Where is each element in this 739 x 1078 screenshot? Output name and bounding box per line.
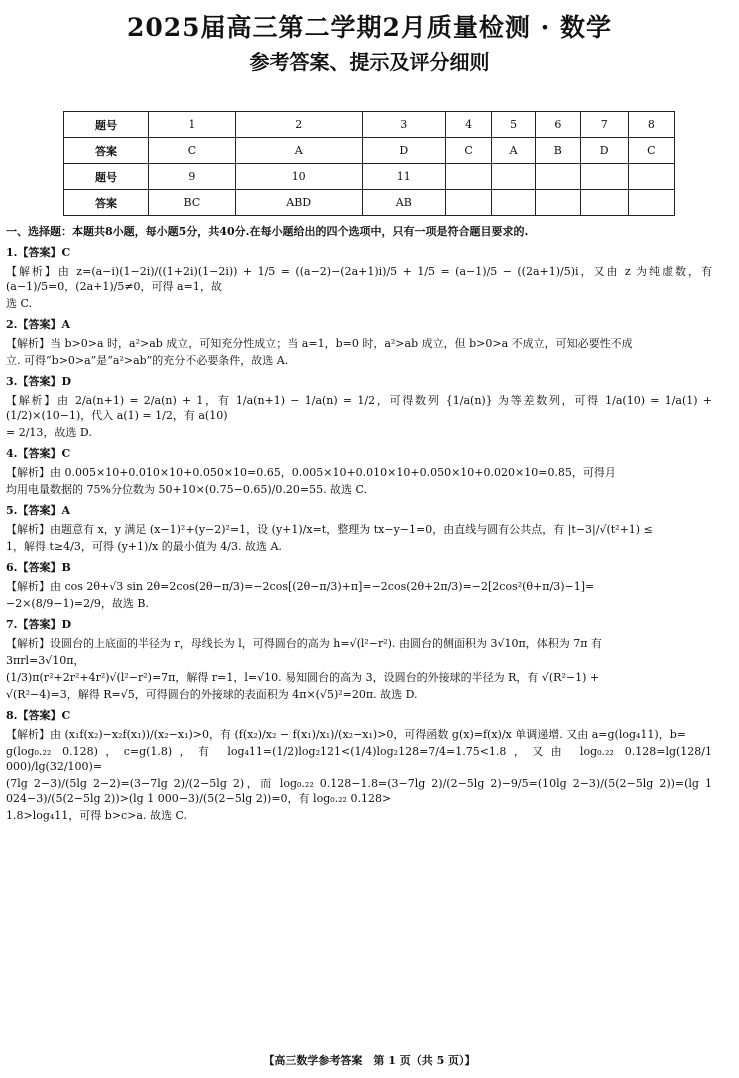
table-cell: C — [149, 138, 236, 164]
table-cell — [446, 164, 492, 190]
answer-line-q1: 1.【答案】C — [6, 246, 71, 259]
answer-line-q8: 8.【答案】C — [6, 709, 71, 722]
table-cell: 9 — [149, 164, 236, 190]
table-cell — [580, 164, 628, 190]
table-row — [64, 164, 675, 190]
table-cell — [628, 190, 674, 216]
table-cell: C — [628, 138, 674, 164]
explanation-line: 【解析】由 cos 2θ+√3 sin 2θ=2cos(2θ−π/3)=−2cos[(2θ−π/3)+π]=−2cos(2θ+2π/3)=−2[2cos²(θ+π/3)−1]= — [6, 580, 595, 593]
table-cell — [536, 164, 581, 190]
table-cell: AB — [362, 190, 445, 216]
explanation-line: 【解析】设圆台的上底面的半径为 r，母线长为 l，可得圆台的高为 h=√(l²−r²). 由圆台的侧面积为 3√10π，体积为 7π 有 — [6, 637, 602, 650]
table-cell: C — [446, 138, 492, 164]
table-cell — [492, 164, 536, 190]
table-cell: BC — [149, 190, 236, 216]
table-cell — [492, 190, 536, 216]
explanation-line: −2×(8/9−1)=2/9，故选 B. — [6, 597, 149, 610]
page-title: 2025届高三第二学期2月质量检测 · 数学 — [126, 13, 613, 42]
explanation-line: 【解析】由 2/a(n+1) = 2/a(n) + 1，有 1/a(n+1) − 1/a(n) = 1/2，可得数列 {1/a(n)} 为等差数列，可得 1/a(10) = 1/a(1) + (1/2)×(10−1)，代入 a(1) = 1/2，有 a(10) — [6, 394, 712, 422]
table-row — [64, 112, 675, 138]
table-cell — [628, 164, 674, 190]
solutions-body — [6, 224, 712, 825]
explanation-line: 均用电量数据的 75%分位数为 50+10×(0.75−0.65)/0.20=55. 故选 C. — [6, 483, 368, 496]
explanation-line: 【解析】当 b>0>a 时，a²>ab 成立，可知充分性成立；当 a=1，b=0 时，a²>ab 成立，但 b>0>a 不成立，可知必要性不成 — [6, 337, 633, 350]
table-cell: 11 — [362, 164, 445, 190]
table-cell: 7 — [580, 112, 628, 138]
table-cell: A — [235, 138, 362, 164]
table-cell: 6 — [536, 112, 581, 138]
table-cell — [536, 190, 581, 216]
table-row — [64, 190, 675, 216]
explanation-line: 【解析】由题意有 x，y 满足 (x−1)²+(y−2)²=1，设 (y+1)/x=t，整理为 tx−y−1=0，由直线与圆有公共点，有 |t−3|/√(t²+1) ≤ — [6, 523, 653, 536]
table-cell — [446, 190, 492, 216]
answer-table — [63, 111, 675, 216]
table-cell: 2 — [235, 112, 362, 138]
answer-line-q2: 2.【答案】A — [6, 318, 71, 331]
explanation-line: 【解析】由 0.005×10+0.010×10+0.050×10=0.65，0.005×10+0.010×10+0.050×10+0.020×10=0.85，可得月 — [6, 466, 616, 479]
table-cell: D — [580, 138, 628, 164]
table-cell: A — [492, 138, 536, 164]
explanation-line: 立. 可得“b>0>a”是“a²>ab”的充分不必要条件，故选 A. — [6, 354, 289, 367]
answer-line-q6: 6.【答案】B — [6, 561, 71, 574]
row-label: 题号 — [64, 164, 149, 190]
explanation-line: √(R²−4)=3，解得 R=√5，可得圆台的外接球的表面积为 4π×(√5)²=20π. 故选 D. — [6, 688, 418, 701]
answer-line-q7: 7.【答案】D — [6, 618, 72, 631]
table-cell: B — [536, 138, 581, 164]
explanation-line: g(log₀.₂₂ 0.128)，c=g(1.8)，有 log₄11=(1/2)log₂121<(1/4)log₂128=7/4=1.75<1.8，又由 log₀.₂₂ 0.128=lg(128/1 000)/lg(32/100)= — [6, 745, 712, 773]
table-cell: 4 — [446, 112, 492, 138]
explanation-line: 1.8>log₄11，可得 b>c>a. 故选 C. — [6, 809, 188, 822]
section-heading: 一、选择题：本题共8小题，每小题5分，共40分.在每小题给出的四个选项中，只有一项是符合题目要求的. — [6, 225, 529, 238]
table-cell: 10 — [235, 164, 362, 190]
page-footer: 【高三数学参考答案 第 1 页（共 5 页）】 — [263, 1054, 476, 1067]
answer-line-q4: 4.【答案】C — [6, 447, 71, 460]
explanation-line: 1，解得 t≥4/3，可得 (y+1)/x 的最小值为 4/3. 故选 A. — [6, 540, 282, 553]
explanation-line: 3πrl=3√10π， — [6, 654, 85, 667]
explanation-line: 【解析】由 (x₁f(x₂)−x₂f(x₁))/(x₂−x₁)>0，有 (f(x₂)/x₂ − f(x₁)/x₁)/(x₂−x₁)>0，可得函数 g(x)=f(x)/x 单调递增. 又由 a=g(log₄11)，b= — [6, 728, 686, 741]
row-label: 答案 — [64, 190, 149, 216]
table-cell: 5 — [492, 112, 536, 138]
table-cell: 3 — [362, 112, 445, 138]
table-cell — [580, 190, 628, 216]
row-label: 题号 — [64, 112, 149, 138]
table-cell: ABD — [235, 190, 362, 216]
table-cell: D — [362, 138, 445, 164]
table-cell: 8 — [628, 112, 674, 138]
explanation-line: 【解析】由 z=(a−i)(1−2i)/((1+2i)(1−2i)) + 1/5 = ((a−2)−(2a+1)i)/5 + 1/5 = (a−1)/5 − ((2a+1)/5)i，又由 z 为纯虚数，有 (a−1)/5=0，(2a+1)/5≠0，可得 a=1，故 — [6, 265, 712, 293]
answer-line-q5: 5.【答案】A — [6, 504, 71, 517]
explanation-line: (1/3)π(r²+2r²+4r²)√(l²−r²)=7π，解得 r=1，l=√10. 易知圆台的高为 3，设圆台的外接球的半径为 R，有 √(R²−1) + — [6, 671, 600, 684]
page-subtitle: 参考答案、提示及评分细则 — [249, 50, 490, 74]
table-cell: 1 — [149, 112, 236, 138]
explanation-line: (7lg 2−3)/(5lg 2−2)=(3−7lg 2)/(2−5lg 2)，而 log₀.₂₂ 0.128−1.8=(3−7lg 2)/(2−5lg 2)−9/5=(10lg 2−3)/(5(2−5lg 2))=(lg 1 024−3)/(5(2−5lg 2))>(lg 1 000−3)/(5(2−5lg 2))=0，有 log₀.₂₂ 0.128> — [6, 777, 712, 805]
explanation-line: = 2/13，故选 D. — [6, 426, 92, 439]
table-row — [64, 138, 675, 164]
explanation-line: 选 C. — [6, 297, 33, 310]
row-label: 答案 — [64, 138, 149, 164]
answer-line-q3: 3.【答案】D — [6, 375, 72, 388]
